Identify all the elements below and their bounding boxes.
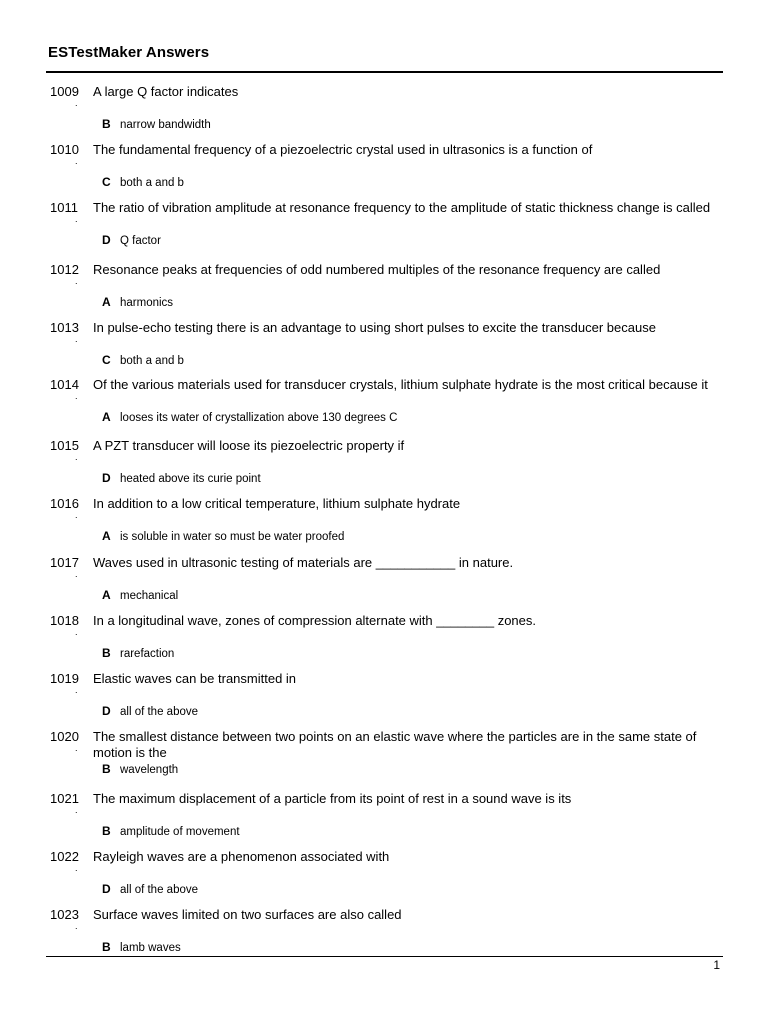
question-dot: . — [75, 276, 78, 286]
answer-letter: B — [102, 646, 111, 660]
answer-row — [102, 410, 397, 425]
question-text: In a longitudinal wave, zones of compression alternate with ________ zones. — [93, 613, 537, 628]
question-text: Of the various materials used for transducer crystals, lithium sulphate hydrate is the most critical because it — [93, 377, 708, 392]
answer-text: looses its water of crystallization above 130 degrees C — [120, 412, 398, 424]
page-title: ESTestMaker Answers — [48, 44, 210, 61]
answer-letter: A — [102, 295, 111, 309]
answer-letter: A — [102, 588, 111, 602]
question-number: 1018 — [50, 613, 79, 628]
answer-text: wavelength — [120, 764, 179, 776]
answer-row — [102, 233, 161, 248]
question-dot: . — [75, 156, 78, 166]
answer-text: is soluble in water so must be water proofed — [120, 531, 345, 543]
answer-letter: D — [102, 704, 111, 718]
answer-letter: A — [102, 529, 111, 543]
footer-divider — [46, 956, 723, 957]
question-dot: . — [75, 98, 78, 108]
question-dot: . — [75, 743, 78, 753]
question-item — [0, 791, 768, 849]
question-dot: . — [75, 391, 78, 401]
answer-row — [102, 824, 240, 839]
question-item — [0, 142, 768, 200]
answer-letter: D — [102, 882, 111, 896]
question-number: 1010 — [50, 142, 79, 157]
answer-letter: B — [102, 117, 111, 131]
question-text: A PZT transducer will loose its piezoelectric property if — [93, 438, 405, 453]
answer-text: lamb waves — [120, 942, 181, 954]
question-number: 1019 — [50, 671, 79, 686]
answer-row — [102, 588, 178, 603]
answer-letter: C — [102, 175, 111, 189]
question-text: The ratio of vibration amplitude at resonance frequency to the amplitude of static thickness change is called — [93, 200, 711, 215]
question-item — [0, 496, 768, 554]
question-number: 1012 — [50, 262, 79, 277]
answer-row — [102, 175, 184, 190]
answer-text: both a and b — [120, 355, 184, 367]
question-item — [0, 613, 768, 671]
question-text: Waves used in ultrasonic testing of materials are ___________ in nature. — [93, 555, 514, 570]
question-text: In pulse-echo testing there is an advantage to using short pulses to excite the transducer because — [93, 320, 656, 335]
answer-text: Q factor — [120, 235, 161, 247]
answer-text: narrow bandwidth — [120, 119, 211, 131]
answer-letter: D — [102, 233, 111, 247]
answer-letter: B — [102, 940, 111, 954]
question-item — [0, 555, 768, 613]
answer-text: heated above its curie point — [120, 473, 261, 485]
question-item — [0, 320, 768, 378]
question-dot: . — [75, 627, 78, 637]
question-dot: . — [75, 452, 78, 462]
question-item — [0, 729, 768, 787]
question-dot: . — [75, 334, 78, 344]
header-divider — [46, 71, 723, 73]
question-number: 1015 — [50, 438, 79, 453]
answer-row — [102, 117, 211, 132]
question-text: In addition to a low critical temperature, lithium sulphate hydrate — [93, 496, 461, 511]
question-number: 1011 — [50, 200, 78, 215]
question-dot: . — [75, 569, 78, 579]
answer-text: mechanical — [120, 590, 179, 602]
question-dot: . — [75, 685, 78, 695]
answer-row — [102, 940, 181, 955]
question-number: 1014 — [50, 377, 79, 392]
answer-text: rarefaction — [120, 648, 175, 660]
answer-letter: C — [102, 353, 111, 367]
question-item — [0, 200, 768, 258]
answer-row — [102, 471, 261, 486]
question-text: The smallest distance between two points on an elastic wave where the particles are in the same state of motion is the — [93, 729, 697, 760]
answer-row — [102, 295, 173, 310]
question-text: Resonance peaks at frequencies of odd numbered multiples of the resonance frequency are called — [93, 262, 661, 277]
question-number: 1017 — [50, 555, 79, 570]
answer-row — [102, 646, 174, 661]
answer-row — [102, 762, 178, 777]
answer-text: amplitude of movement — [120, 826, 240, 838]
question-text: The fundamental frequency of a piezoelectric crystal used in ultrasonics is a function of — [93, 142, 593, 157]
question-number: 1009 — [50, 84, 79, 99]
answer-text: both a and b — [120, 177, 184, 189]
question-number: 1016 — [50, 496, 79, 511]
answer-row — [102, 353, 184, 368]
question-item — [0, 84, 768, 142]
question-text: A large Q factor indicates — [93, 84, 239, 99]
question-text: Rayleigh waves are a phenomenon associated with — [93, 849, 390, 864]
answer-row — [102, 704, 198, 719]
question-item — [0, 438, 768, 496]
question-dot: . — [75, 510, 78, 520]
answer-letter: B — [102, 762, 111, 776]
answer-row — [102, 529, 344, 544]
question-number: 1020 — [50, 729, 79, 744]
question-text: Surface waves limited on two surfaces are also called — [93, 907, 402, 922]
answer-letter: B — [102, 824, 111, 838]
question-item — [0, 377, 768, 435]
answer-text: all of the above — [120, 884, 199, 896]
page-number: 1 — [713, 958, 720, 972]
question-dot: . — [75, 863, 78, 873]
question-text: Elastic waves can be transmitted in — [93, 671, 297, 686]
question-number: 1023 — [50, 907, 79, 922]
question-number: 1021 — [50, 791, 79, 806]
question-dot: . — [75, 805, 78, 815]
question-dot: . — [75, 921, 78, 931]
answer-text: harmonics — [120, 297, 174, 309]
answer-row — [102, 882, 198, 897]
question-item — [0, 849, 768, 907]
answer-text: all of the above — [120, 706, 199, 718]
question-item — [0, 671, 768, 729]
question-number: 1013 — [50, 320, 79, 335]
answer-letter: A — [102, 410, 111, 424]
question-dot: . — [75, 214, 78, 224]
question-number: 1022 — [50, 849, 79, 864]
question-item — [0, 262, 768, 320]
answer-letter: D — [102, 471, 111, 485]
question-text: The maximum displacement of a particle from its point of rest in a sound wave is its — [93, 791, 572, 806]
